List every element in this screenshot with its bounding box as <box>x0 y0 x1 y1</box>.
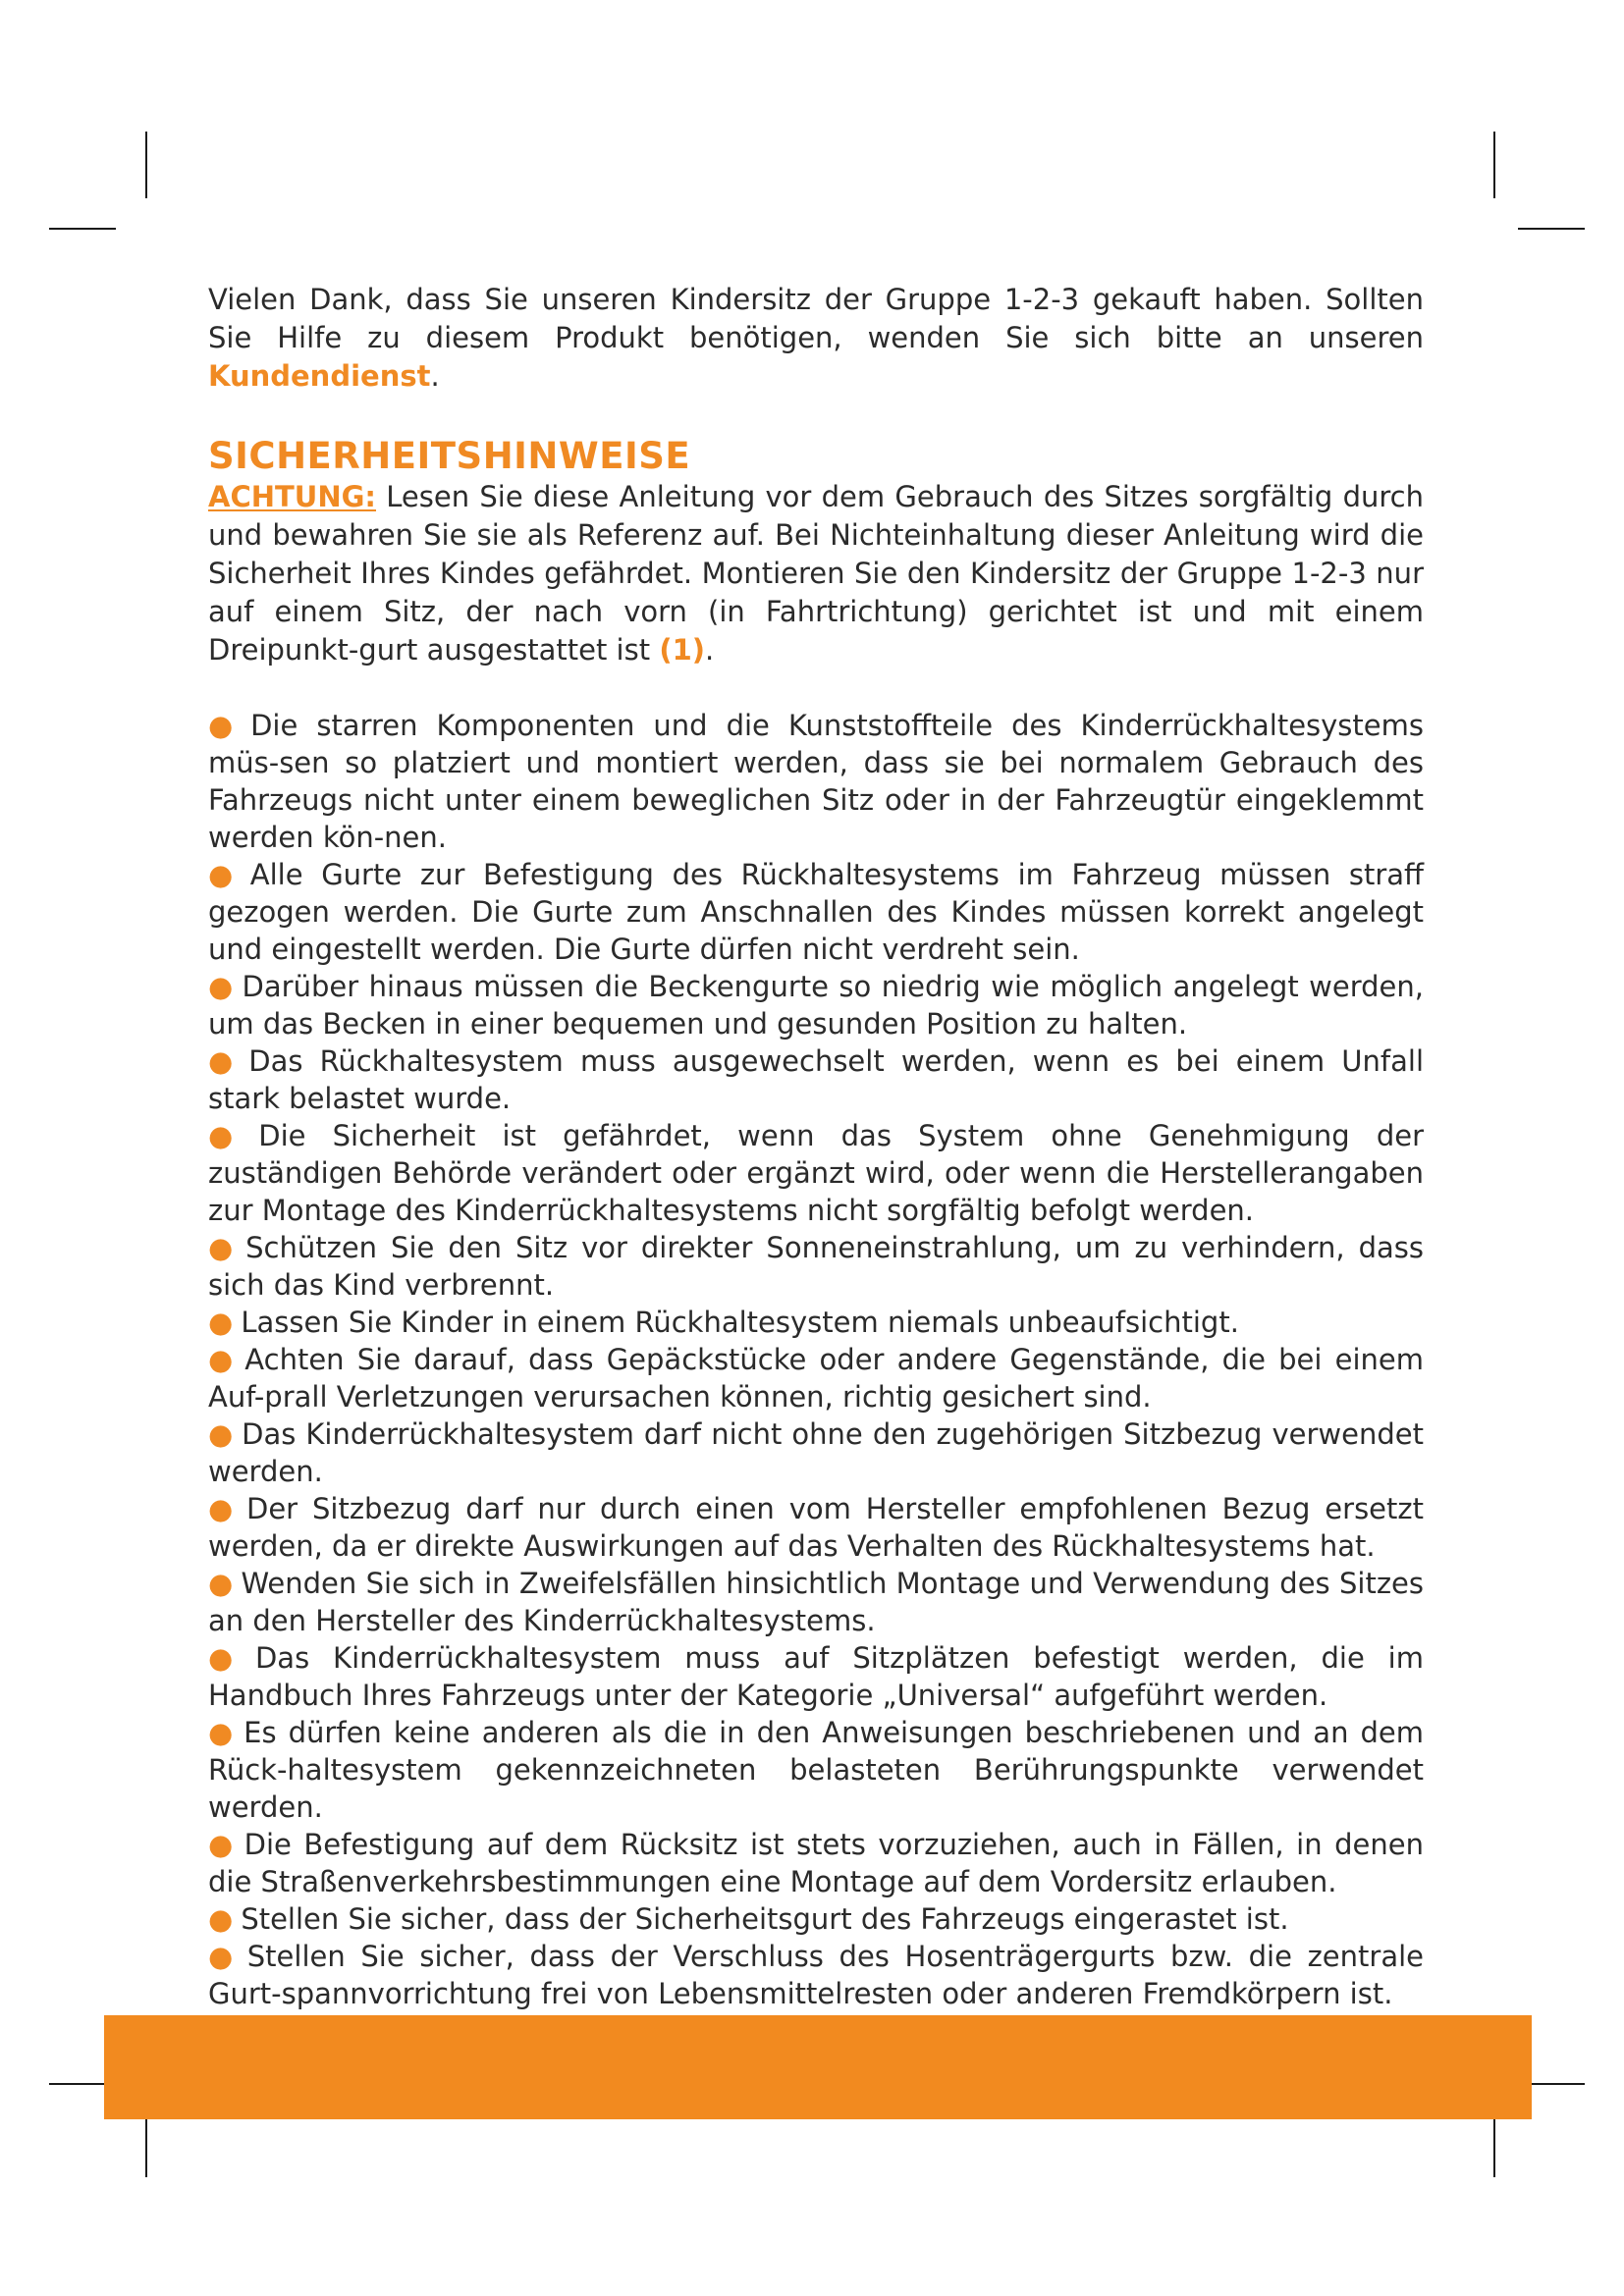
bullet-icon: ● <box>208 1902 234 1936</box>
list-item <box>208 968 1424 1042</box>
footer-band <box>104 2015 1532 2119</box>
section-heading: SICHERHEITSHINWEISE <box>208 435 691 477</box>
bullet-icon: ● <box>208 1231 239 1264</box>
bullet-text: Der Sitzbezug darf nur durch einen vom Hersteller empfohlenen Bezug ersetzt werden, da er direkte Auswirkungen auf das Verhalten des Rückhaltesystems hat. <box>208 1492 1424 1563</box>
list-item <box>208 1042 1424 1117</box>
crop-mark-top-right-horizontal <box>1518 228 1585 230</box>
bullet-text: Alle Gurte zur Befestigung des Rückhaltesystems im Fahrzeug müssen straff gezogen werden. Die Gurte zum Anschnallen des Kindes müssen korrekt angelegt und eingestellt werden. Die Gurte dürfen nicht verdreht sein. <box>208 858 1424 966</box>
figure-reference: (1) <box>659 633 705 667</box>
bullet-icon: ● <box>208 1716 237 1749</box>
list-item <box>208 1565 1424 1639</box>
bullet-icon: ● <box>208 1828 237 1861</box>
bullet-text: Die Sicherheit ist gefährdet, wenn das System ohne Genehmigung der zuständigen Behörde verändert oder ergänzt wird, oder wenn die Herstellerangaben zur Montage des Kinderrückhaltesystems nicht sorgfältig befolgt werden. <box>208 1119 1424 1227</box>
list-item <box>208 1639 1424 1714</box>
bullet-text: Stellen Sie sicher, dass der Sicherheitsgurt des Fahrzeugs eingerastet ist. <box>241 1902 1289 1936</box>
crop-mark-top-right-vertical <box>1493 132 1495 198</box>
bullet-icon: ● <box>208 1306 234 1339</box>
warning-label: ACHTUNG: <box>208 480 376 513</box>
bullet-icon: ● <box>208 1044 242 1078</box>
bullet-text: Schützen Sie den Sitz vor direkter Sonneneinstrahlung, um zu verhindern, dass sich das Kind verbrennt. <box>208 1231 1424 1302</box>
customer-service-link[interactable]: Kundendienst <box>208 359 431 393</box>
bullet-text: Lassen Sie Kinder in einem Rückhaltesystem niemals unbeaufsichtigt. <box>241 1306 1239 1339</box>
bullet-text: Es dürfen keine anderen als die in den Anweisungen beschriebenen und an dem Rück-haltesystem gekennzeichneten belasteten Berührungspunkte verwendet werden. <box>208 1716 1424 1824</box>
list-item <box>208 1826 1424 1900</box>
crop-mark-bottom-right-vertical <box>1493 2110 1495 2177</box>
bullet-text: Achten Sie darauf, dass Gepäckstücke oder andere Gegenstände, die bei einem Auf-prall Verletzungen verursachen können, richtig gesichert sind. <box>208 1343 1425 1414</box>
warning-end: . <box>705 633 715 667</box>
bullet-icon: ● <box>208 709 244 742</box>
list-item <box>208 1415 1424 1490</box>
list-item <box>208 1304 1424 1341</box>
warning-text: Lesen Sie diese Anleitung vor dem Gebrauch des Sitzes sorgfältig durch und bewahren Sie sie als Referenz auf. Bei Nichteinhaltung dieser Anleitung wird die Sicherheit Ihres Kindes gefährdet. Montieren Sie den Kindersitz der Gruppe 1-2-3 nur auf einem Sitz, der nach vorn (in Fahrtrichtung) gerichtet ist und mit einem Dreipunkt-gurt ausgestattet ist <box>208 480 1424 667</box>
bullet-icon: ● <box>208 1492 239 1525</box>
bullet-icon: ● <box>208 1940 240 1973</box>
bullet-text: Das Kinderrückhaltesystem darf nicht ohne den zugehörigen Sitzbezug verwendet werden. <box>208 1417 1424 1488</box>
bullet-icon: ● <box>208 858 243 891</box>
bullet-text: Die starren Komponenten und die Kunststoffteile des Kinderrückhaltesystems müs-sen so platziert und montiert werden, dass sie bei normalem Gebrauch des Fahrzeugs nicht unter einem beweglichen Sitz oder in der Fahrzeugtür eingeklemmt werden kön-nen. <box>208 709 1424 854</box>
bullet-text: Wenden Sie sich in Zweifelsfällen hinsichtlich Montage und Verwendung des Sitzes an den Hersteller des Kinderrückhaltesystems. <box>208 1567 1424 1637</box>
list-item <box>208 1938 1424 2012</box>
intro-paragraph <box>208 281 1424 396</box>
warning-paragraph <box>208 478 1424 669</box>
list-item <box>208 1490 1424 1565</box>
list-item <box>208 1714 1424 1826</box>
bullet-icon: ● <box>208 1417 235 1451</box>
bullet-icon: ● <box>208 1641 247 1675</box>
list-item <box>208 1900 1424 1938</box>
page-content <box>208 281 1424 2087</box>
bullet-icon: ● <box>208 970 235 1003</box>
bullet-text: Das Rückhaltesystem muss ausgewechselt werden, wenn es bei einem Unfall stark belastet wurde. <box>208 1044 1424 1115</box>
bullet-icon: ● <box>208 1567 234 1600</box>
bullet-text: Die Befestigung auf dem Rücksitz ist stets vorzuziehen, auch in Fällen, in denen die Straßenverkehrsbestimmungen eine Montage auf dem Vordersitz erlauben. <box>208 1828 1424 1898</box>
bullet-text: Das Kinderrückhaltesystem muss auf Sitzplätzen befestigt werden, die im Handbuch Ihres Fahrzeugs unter der Kategorie „Universal“ aufgeführt werden. <box>208 1641 1424 1712</box>
crop-mark-bottom-left-vertical <box>145 2110 147 2177</box>
crop-mark-top-left-vertical <box>145 132 147 198</box>
list-item <box>208 1117 1424 1229</box>
intro-end: . <box>430 359 440 393</box>
bullet-icon: ● <box>208 1119 251 1152</box>
intro-text: Vielen Dank, dass Sie unseren Kindersitz der Gruppe 1-2-3 gekauft haben. Sollten Sie Hilfe zu diesem Produkt benötigen, wenden Sie sich bitte an unseren <box>208 283 1424 354</box>
crop-mark-top-left-horizontal <box>49 228 116 230</box>
bullet-text: Darüber hinaus müssen die Beckengurte so niedrig wie möglich angelegt werden, um das Becken in einer bequemen und gesunden Position zu halten. <box>208 970 1424 1041</box>
bullet-icon: ● <box>208 1343 238 1376</box>
list-item <box>208 707 1424 856</box>
list-item <box>208 1229 1424 1304</box>
bullet-text: Stellen Sie sicher, dass der Verschluss des Hosenträgergurts bzw. die zentrale Gurt-spannvorrichtung frei von Lebensmittelresten oder anderen Fremdkörpern ist. <box>208 1940 1424 2010</box>
list-item <box>208 1341 1424 1415</box>
list-item <box>208 856 1424 968</box>
safety-bullet-list <box>208 707 1424 2087</box>
